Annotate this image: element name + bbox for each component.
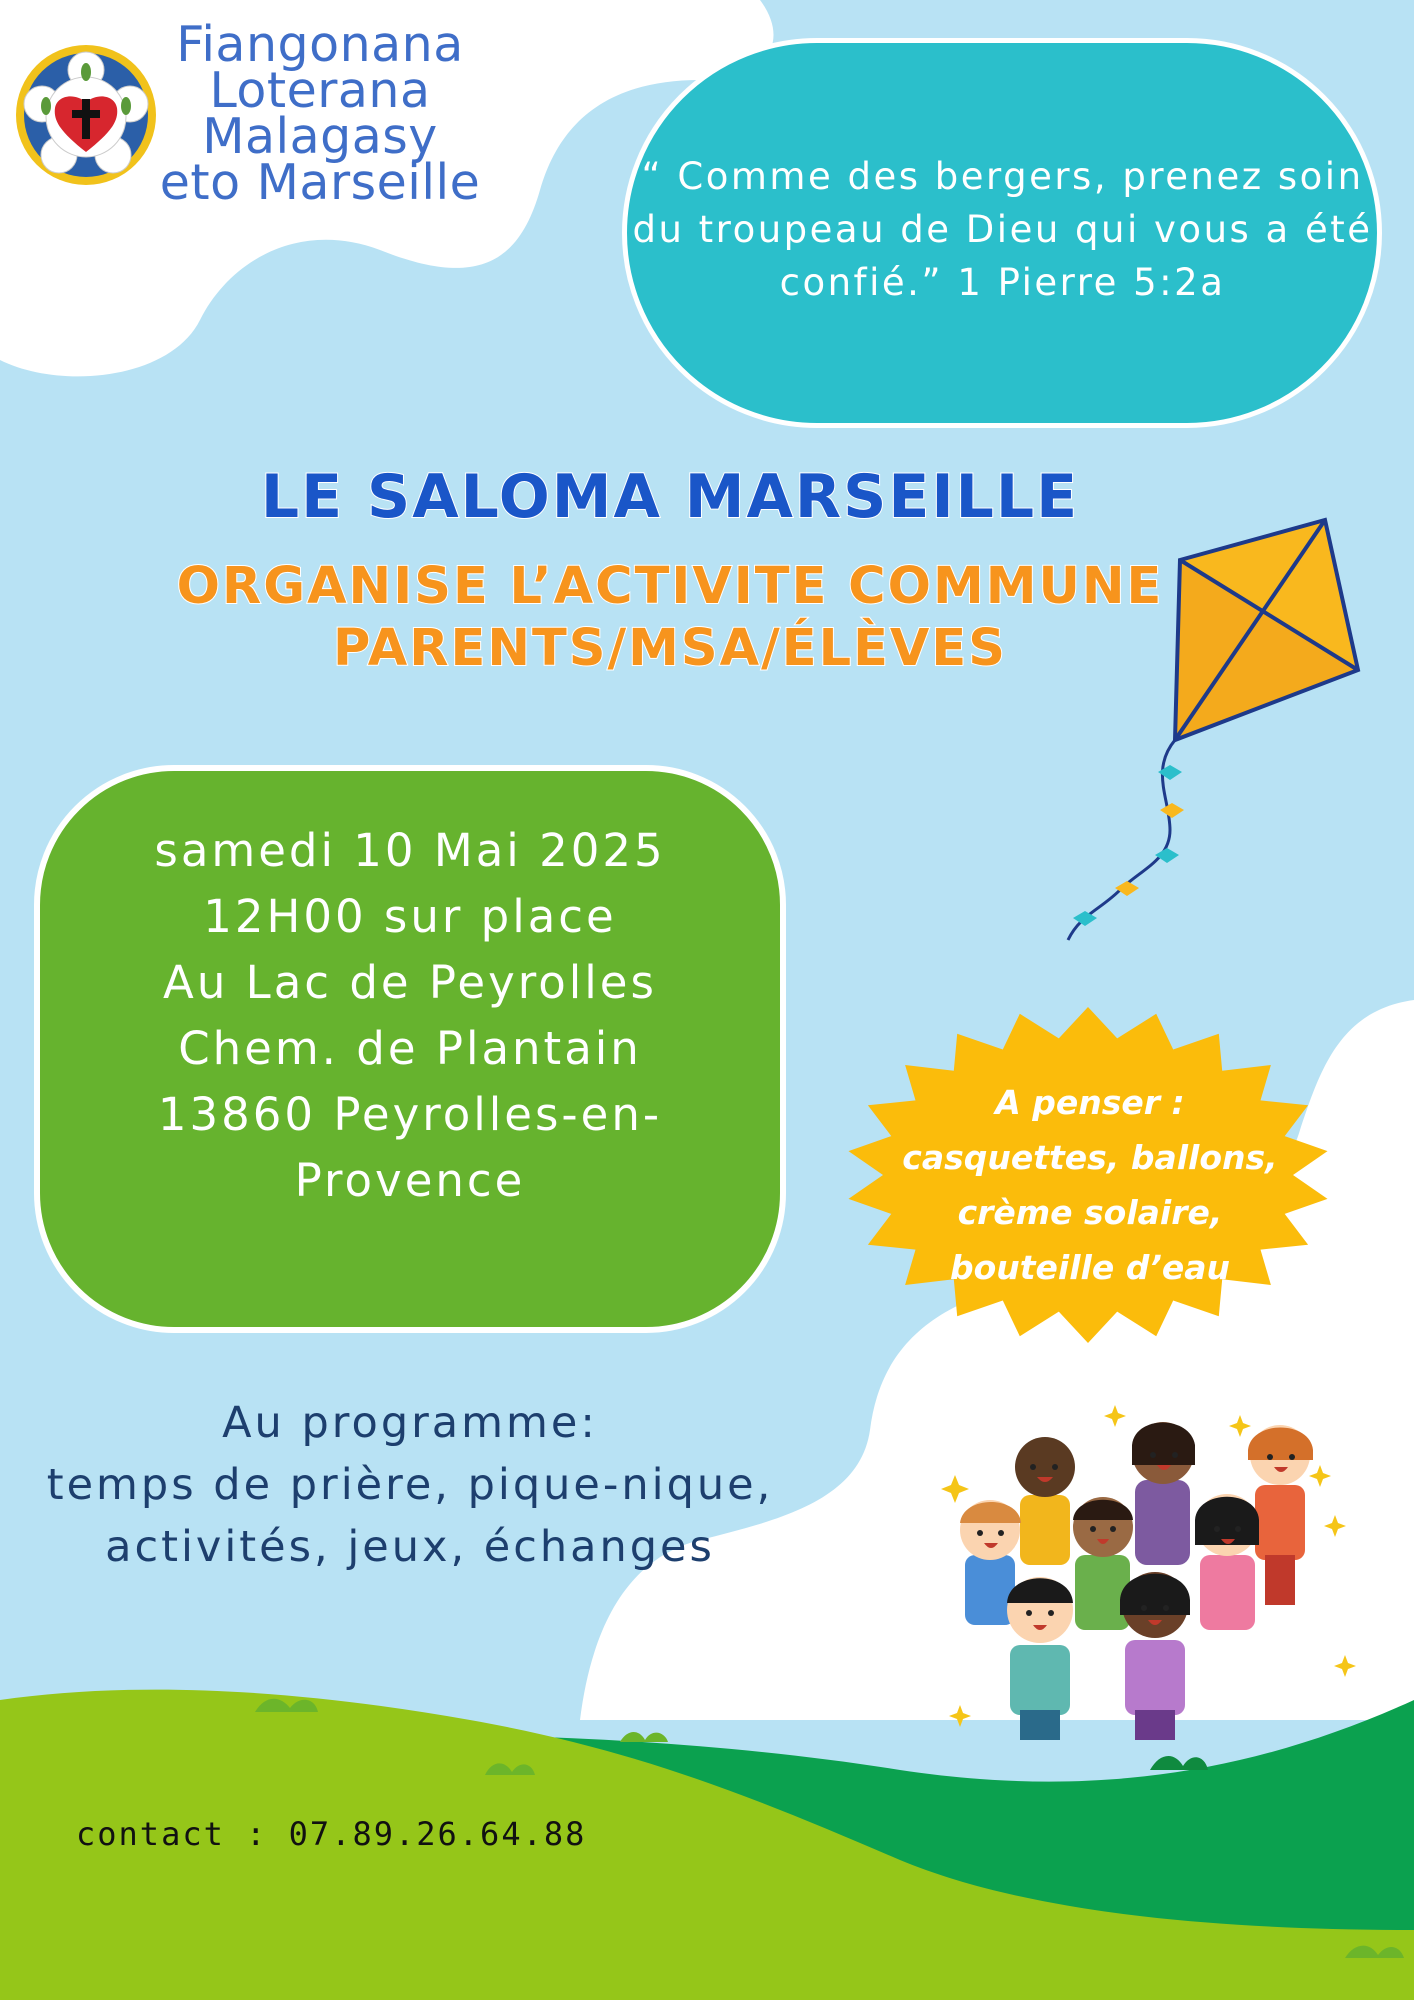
event-city-cont: Provence	[294, 1154, 526, 1207]
reminder-item: crème solaire,	[957, 1193, 1223, 1232]
event-city: 13860 Peyrolles-en-	[157, 1088, 663, 1141]
kite-icon	[1040, 510, 1370, 950]
reminder	[880, 1075, 1300, 1295]
event-time: 12H00 sur place	[203, 890, 617, 943]
organization-name-line: Malagasy	[202, 108, 438, 165]
organization-name-line: Fiangonana	[176, 16, 464, 73]
reminder-heading: A penser :	[995, 1083, 1185, 1122]
program	[20, 1392, 800, 1578]
reminder-item: casquettes, ballons,	[902, 1138, 1278, 1177]
event-subtitle-line: ORGANISE L’ACTIVITE COMMUNE	[176, 557, 1164, 616]
verse-text: “ Comme des bergers, prenez soin du troupeau de Dieu qui vous a été confié.” 1 Pierre 5:2a	[632, 155, 1373, 304]
event-subtitle-line: PARENTS/MSA/ÉLÈVES	[333, 619, 1007, 678]
event-street: Chem. de Plantain	[178, 1022, 642, 1075]
event-date: samedi 10 Mai 2025	[154, 824, 666, 877]
event-info	[50, 818, 770, 1214]
event-title: LE SALOMA MARSEILLE	[260, 462, 1080, 532]
contact-phone: contact : 07.89.26.64.88	[76, 1815, 587, 1853]
children-group-icon	[935, 1405, 1365, 1785]
program-heading: Au programme:	[222, 1398, 598, 1448]
organization-name	[130, 16, 510, 211]
program-activities: temps de prière, pique-nique,	[46, 1460, 774, 1510]
reminder-item: bouteille d’eau	[949, 1248, 1231, 1287]
event-subtitle	[150, 556, 1190, 680]
event-location: Au Lac de Peyrolles	[163, 956, 657, 1009]
organization-name-line: eto Marseille	[159, 154, 481, 211]
program-activities: activités, jeux, échanges	[105, 1522, 715, 1572]
organization-name-line: Loterana	[209, 62, 431, 119]
